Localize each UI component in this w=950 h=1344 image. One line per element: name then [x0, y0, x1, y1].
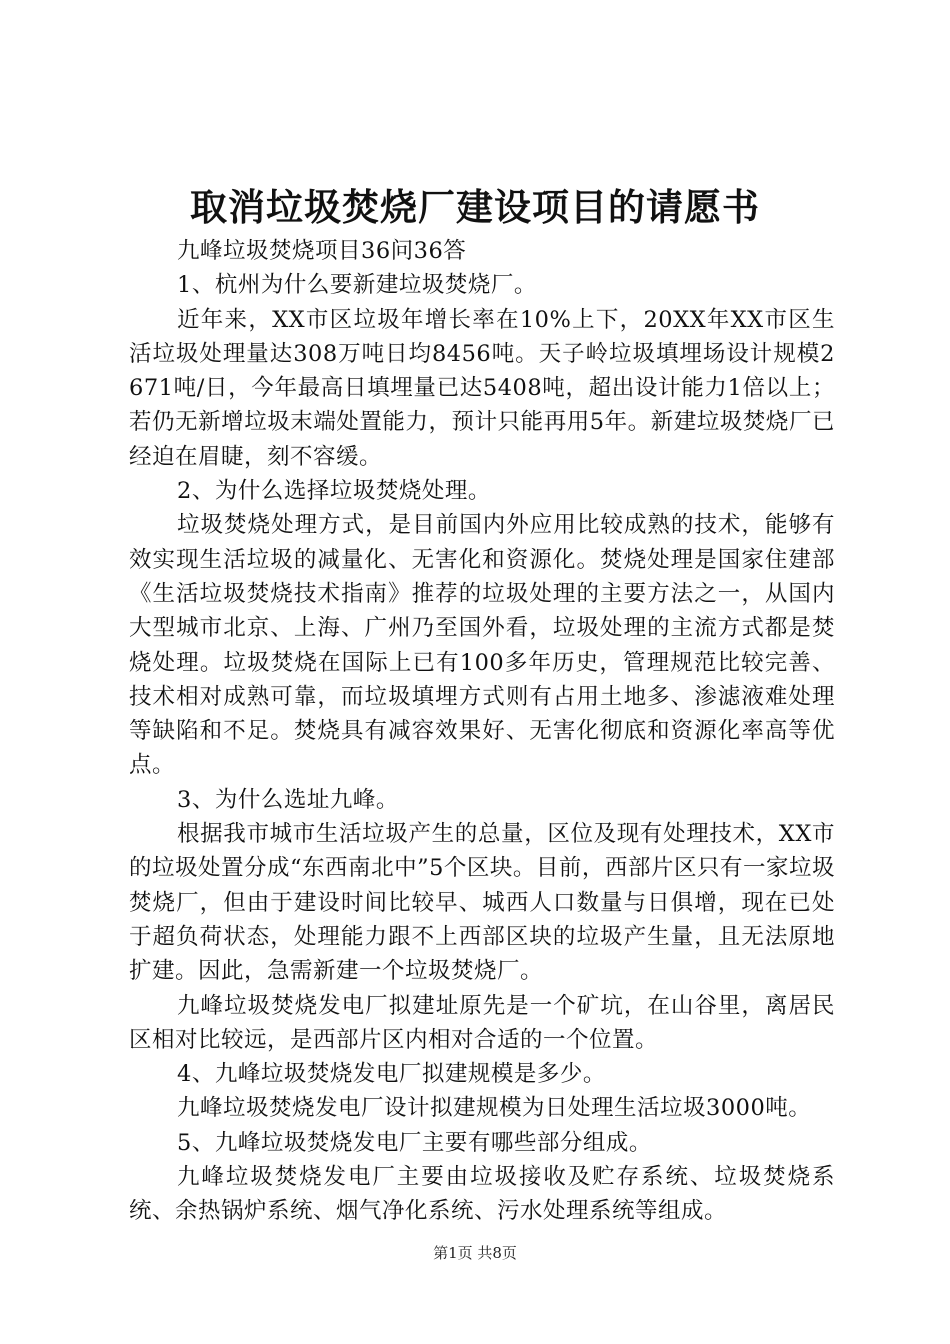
paragraph: 1、杭州为什么要新建垃圾焚烧厂。 — [177, 272, 537, 299]
paragraph: 垃圾焚烧处理方式，是目前国内外应用比较成熟的技术，能够有效实现生活垃圾的减量化、无害化和资源化。焚烧处理是国家住建部《生活垃圾焚烧技术指南》推荐的垃圾处理的主要方法之一，从国内大型城市北京、上海、广州乃至国外看，垃圾处理的主流方式都是焚烧处理。垃圾焚烧在国际上已有100多年历史，管理规范比较完善、技术相对成熟可靠，而垃圾填埋方式则有占用土地多、渗滤液难处理等缺陷和不足。焚烧具有减容效果好、无害化彻底和资源化率高等优点。 — [129, 512, 835, 779]
paragraph: 近年来，XX市区垃圾年增长率在10%上下，20XX年XX市区生活垃圾处理量达308万吨日均8456吨。天子岭垃圾填埋场设计规模2671吨/日，今年最高日填埋量已达5408吨，超出设计能力1倍以上；若仍无新增垃圾末端处置能力，预计只能再用5年。新建垃圾焚烧厂已经迫在眉睫，刻不容缓。 — [129, 306, 835, 470]
document-title: 取消垃圾焚烧厂建设项目的请愿书 — [190, 186, 760, 229]
paragraph: 九峰垃圾焚烧发电厂拟建址原先是一个矿坑，在山谷里，离居民区相对比较远，是西部片区内相对合适的一个位置。 — [129, 992, 835, 1053]
page-footer: 第1页 共8页 — [433, 1244, 517, 1262]
paragraph: 九峰垃圾焚烧发电厂主要由垃圾接收及贮存系统、垃圾焚烧系统、余热锅炉系统、烟气净化系统、污水处理系统等组成。 — [129, 1164, 835, 1225]
paragraph: 九峰垃圾焚烧发电厂设计拟建规模为日处理生活垃圾3000吨。 — [177, 1095, 812, 1122]
paragraph: 2、为什么选择垃圾焚烧处理。 — [177, 478, 491, 505]
paragraph: 九峰垃圾焚烧项目36问36答 — [177, 238, 467, 264]
paragraph: 4、九峰垃圾焚烧发电厂拟建规模是多少。 — [177, 1061, 606, 1088]
paragraph: 3、为什么选址九峰。 — [177, 786, 399, 813]
paragraph: 根据我市城市生活垃圾产生的总量，区位及现有处理技术，XX市的垃圾处置分成“东西南北中”5个区块。目前，西部片区只有一家垃圾焚烧厂，但由于建设时间比较早、城西人口数量与日俱增，现在已处于超负荷状态，处理能力跟不上西部区块的垃圾产生量，且无法原地扩建。因此，急需新建一个垃圾焚烧厂。 — [129, 821, 835, 985]
paragraph: 5、九峰垃圾焚烧发电厂主要有哪些部分组成。 — [177, 1129, 652, 1156]
document-body — [129, 234, 835, 1229]
